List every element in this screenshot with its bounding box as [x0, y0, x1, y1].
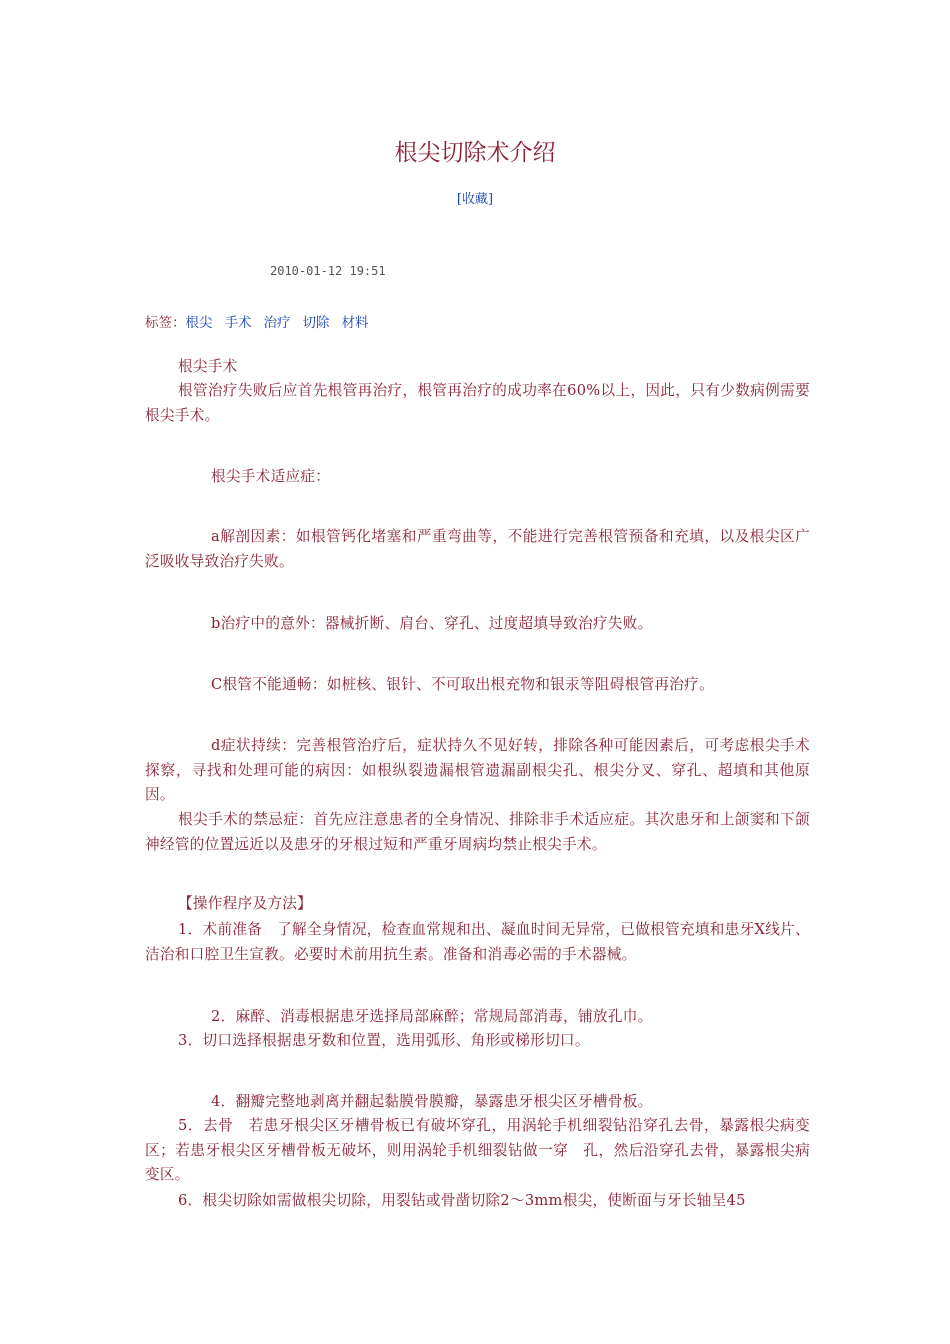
favorite-link[interactable]: [收藏] — [456, 192, 494, 207]
paragraph-heading: 根尖手术适应症： — [211, 468, 331, 485]
paragraph: 根尖手术的禁忌症：首先应注意患者的全身情况、排除非手术适应症。其次患牙和上颌窦和下颌神经管的位置远近以及患牙的牙根过短和严重牙周病均禁止根尖手术。 — [145, 811, 810, 853]
tag-link[interactable]: 切除 — [302, 315, 330, 331]
tag-link[interactable]: 根尖 — [185, 315, 213, 331]
tag-link[interactable]: 治疗 — [263, 315, 291, 331]
paragraph: 根管治疗失败后应首先根管再治疗，根管再治疗的成功率在60%以上，因此，只有少数病例需要根尖手术。 — [145, 382, 810, 424]
page-title: 根尖切除术介绍 — [394, 140, 556, 166]
paragraph: 6．根尖切除如需做根尖切除，用裂钻或骨凿切除2～3mm根尖，使断面与牙长轴呈45 — [178, 1192, 746, 1209]
tags-label: 标签： — [145, 315, 186, 331]
paragraph: a解剖因素：如根管钙化堵塞和严重弯曲等，不能进行完善根管预备和充填，以及根尖区广泛吸收导致治疗失败。 — [145, 528, 810, 570]
tag-list — [145, 311, 381, 331]
paragraph: d症状持续：完善根管治疗后，症状持久不见好转，排除各种可能因素后，可考虑根尖手术探察，寻找和处理可能的病因：如根纵裂遗漏根管遗漏副根尖孔、根尖分叉、穿孔、超填和其他原因。 — [145, 737, 810, 803]
tag-link[interactable]: 材料 — [341, 315, 369, 331]
section-heading: 【操作程序及方法】 — [178, 895, 313, 912]
paragraph: 1．术前准备 了解全身情况，检查血常规和出、凝血时间无异常，已做根管充填和患牙X线片、洁治和口腔卫生宣教。必要时术前用抗生素。准备和消毒必需的手术器械。 — [145, 921, 810, 963]
tag-link[interactable]: 手术 — [224, 315, 252, 331]
paragraph: b治疗中的意外：器械折断、肩台、穿孔、过度超填导致治疗失败。 — [211, 615, 653, 632]
favorite-link-row — [0, 188, 950, 207]
paragraph: 2．麻醉、消毒根据患牙选择局部麻醉；常规局部消毒，铺放孔巾。 — [211, 1008, 653, 1025]
paragraph: C根管不能通畅：如桩核、银针、不可取出根充物和银汞等阻碍根管再治疗。 — [211, 676, 714, 693]
paragraph: 5．去骨 若患牙根尖区牙槽骨板已有破坏穿孔，用涡轮手机细裂钻沿穿孔去骨，暴露根尖病变区；若患牙根尖区牙槽骨板无破坏，则用涡轮手机细裂钻做一穿 孔，然后沿穿孔去骨，暴露根尖病变区。 — [145, 1117, 810, 1183]
paragraph: 4．翻瓣完整地剥离并翻起黏膜骨膜瓣，暴露患牙根尖区牙槽骨板。 — [211, 1093, 653, 1110]
post-timestamp: 2010-01-12 19:51 — [270, 264, 386, 278]
paragraph-heading: 根尖手术 — [178, 358, 238, 375]
paragraph: 3．切口选择根据患牙数和位置，选用弧形、角形或梯形切口。 — [178, 1032, 590, 1049]
